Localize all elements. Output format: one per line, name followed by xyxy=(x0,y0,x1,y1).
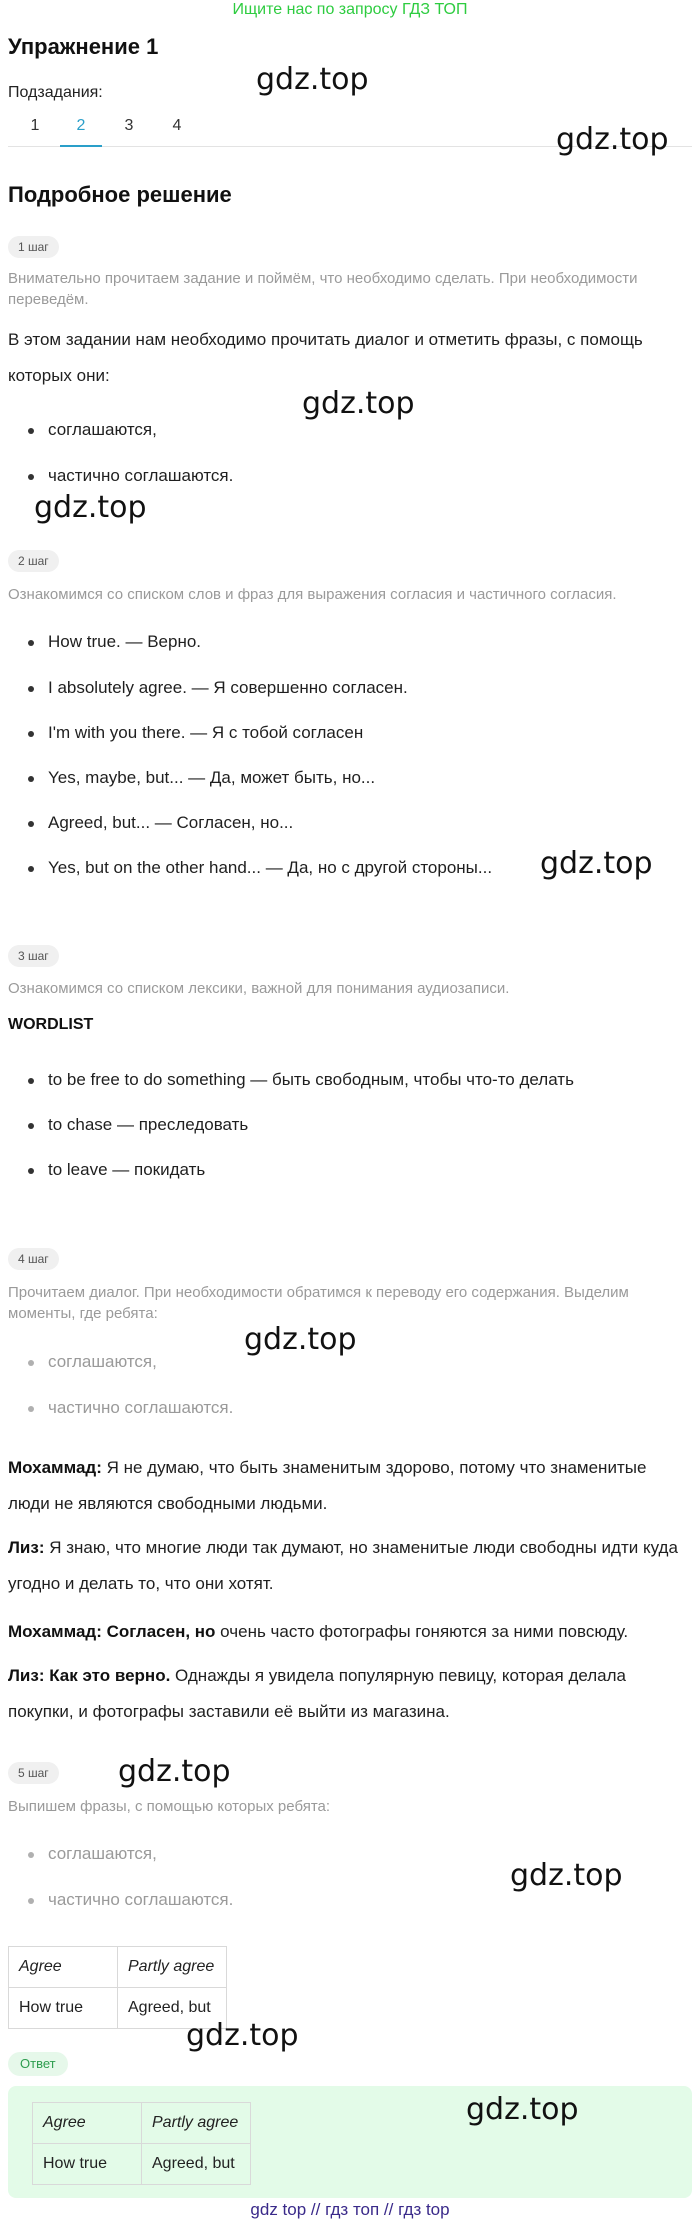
step-1-hint: Внимательно прочитаем задание и поймём, что необходимо сделать. При необходимости переведём. xyxy=(8,270,638,308)
dialog-speaker: Лиз: xyxy=(8,1666,45,1685)
step-1-badge: 1 шаг xyxy=(8,236,59,258)
dialog-text: Однажды я увидела популярную певицу, которая делала покупки, и фотографы заставили её выйти из магазина. xyxy=(8,1666,627,1721)
step-5-item: частично соглашаются. xyxy=(48,1888,688,1912)
step-2-item: I absolutely agree. — Я совершенно согласен. xyxy=(48,676,688,700)
table-cell: Agreed, but xyxy=(142,2144,251,2185)
watermark: gdz.top xyxy=(186,2018,299,2053)
table-header-cell: Agree xyxy=(33,2103,142,2144)
step-3-item: to leave — покидать xyxy=(48,1158,688,1182)
step-5-item: соглашаются, xyxy=(48,1842,688,1866)
watermark: gdz.top xyxy=(244,1322,357,1357)
step-2-badge: 2 шаг xyxy=(8,550,59,572)
tab-2[interactable]: 2 xyxy=(60,112,102,147)
table-cell: Agreed, but xyxy=(118,1988,227,2029)
step-1-text: В этом задании нам необходимо прочитать диалог и отметить фразы, с помощь которых они: xyxy=(8,330,643,385)
dialog-line xyxy=(8,1658,692,1730)
answer-table xyxy=(32,2102,251,2185)
tab-3[interactable]: 3 xyxy=(124,117,134,134)
tab-1[interactable]: 1 xyxy=(30,117,40,134)
step-5-badge: 5 шаг xyxy=(8,1762,59,1784)
table-header-cell: Agree xyxy=(9,1947,118,1988)
table-header-row xyxy=(33,2103,251,2144)
table-row xyxy=(33,2144,251,2185)
step-5-table xyxy=(8,1946,227,2029)
dialog-phrase: Как это верно. xyxy=(44,1666,171,1685)
step-2-item: Yes, maybe, but... — Да, может быть, но... xyxy=(48,766,688,790)
step-3-item: to be free to do something — быть свободным, чтобы что-то делать xyxy=(48,1068,688,1092)
step-4-hint: Прочитаем диалог. При необходимости обратимся к переводу его содержания. Выделим моменты, где ребята: xyxy=(8,1284,629,1322)
table-cell: How true xyxy=(33,2144,142,2185)
top-banner: Ищите нас по запросу ГДЗ ТОП xyxy=(232,1,468,18)
table-header-cell: Partly agree xyxy=(142,2103,251,2144)
exercise-title: Упражнение 1 xyxy=(8,34,159,59)
watermark: gdz.top xyxy=(540,846,653,881)
step-1-item: соглашаются, xyxy=(48,418,688,442)
step-2-item: How true. — Верно. xyxy=(48,630,688,654)
dialog-speaker: Мохаммад: xyxy=(8,1458,102,1477)
dialog-line xyxy=(8,1530,692,1602)
tab-4[interactable]: 4 xyxy=(172,117,182,134)
table-cell: How true xyxy=(9,1988,118,2029)
step-3-item: to chase — преследовать xyxy=(48,1113,688,1137)
step-4-item: соглашаются, xyxy=(48,1350,688,1374)
subtasks-label: Подзадания: xyxy=(8,84,103,101)
step-3-badge: 3 шаг xyxy=(8,945,59,967)
watermark: gdz.top xyxy=(510,1858,623,1893)
dialog-phrase: Согласен, но xyxy=(101,1622,216,1641)
dialog-line xyxy=(8,1450,692,1522)
dialog-text: очень часто фотографы гоняются за ними повсюду. xyxy=(215,1622,629,1641)
dialog-line xyxy=(8,1614,692,1650)
watermark: gdz.top xyxy=(118,1754,231,1789)
step-1-item: частично соглашаются. xyxy=(48,464,688,488)
step-4-badge: 4 шаг xyxy=(8,1248,59,1270)
table-header-row xyxy=(9,1947,227,1988)
step-3-hint: Ознакомимся со списком лексики, важной для понимания аудиозаписи. xyxy=(8,980,510,997)
step-2-item: Yes, but on the other hand... — Да, но с другой стороны... xyxy=(48,856,688,880)
step-2-hint: Ознакомимся со списком слов и фраз для выражения согласия и частичного согласия. xyxy=(8,586,617,603)
step-2-item: I'm with you there. — Я с тобой согласен xyxy=(48,721,688,745)
watermark: gdz.top xyxy=(256,62,369,97)
step-4-item: частично соглашаются. xyxy=(48,1396,688,1420)
answer-badge: Ответ xyxy=(8,2052,68,2076)
step-5-hint: Выпишем фразы, с помощью которых ребята: xyxy=(8,1798,331,1815)
watermark: gdz.top xyxy=(556,122,669,157)
step-2-item: Agreed, but... — Согласен, но... xyxy=(48,811,688,835)
watermark: gdz.top xyxy=(466,2092,579,2127)
watermark: gdz.top xyxy=(34,490,147,525)
footer-links[interactable]: gdz top // гдз топ // гдз top xyxy=(250,2200,450,2219)
dialog-text: Я не думаю, что быть знаменитым здорово, потому что знаменитые люди не являются свободными людьми. xyxy=(8,1458,647,1513)
dialog-text: Я знаю, что многие люди так думают, но знаменитые люди свободны идти куда угодно и делать то, что они хотят. xyxy=(8,1538,678,1593)
watermark: gdz.top xyxy=(302,386,415,421)
table-header-cell: Partly agree xyxy=(118,1947,227,1988)
wordlist-heading: WORDLIST xyxy=(8,1016,94,1033)
dialog-speaker: Мохаммад: xyxy=(8,1622,102,1641)
dialog-speaker: Лиз: xyxy=(8,1538,45,1557)
section-title: Подробное решение xyxy=(8,182,232,207)
answer-box xyxy=(8,2086,692,2198)
